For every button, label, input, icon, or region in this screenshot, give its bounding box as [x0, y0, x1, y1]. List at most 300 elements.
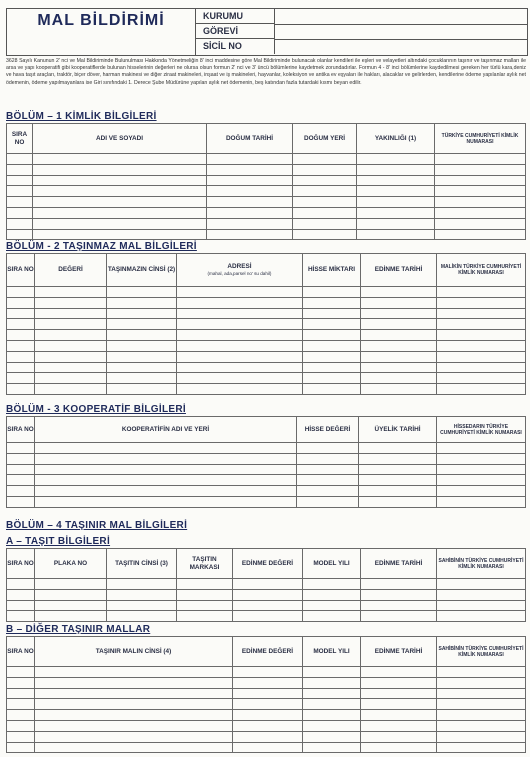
table-row: [7, 197, 526, 208]
table-cell[interactable]: [33, 154, 207, 165]
table-cell[interactable]: [361, 297, 437, 308]
table-cell[interactable]: [177, 373, 303, 384]
table-cell[interactable]: [233, 720, 303, 731]
col-sira-no: SIRA NO: [7, 254, 35, 287]
field-value-kurumu[interactable]: [275, 9, 527, 25]
intro-paragraph: 3628 Sayılı Kanunun 2' nci ve Mal Bildiriminde Bulunulması Hakkında Yönetmeliğin 8' inci maddesine göre Mal Bildiriminde bulunacak olanlar kendileri ile eşleri ve velayetleri altındaki çocuklarının taşınır ve taşınmaz malları ile arsa ve yapı kooperatifi gibi kooperatiflerde bulunan hisselerinin değerleri ne olursa olsun formun 2' nci ve 3' üncü bölümlerine kaydetmek zorundadırlar. Formun 4 - 8' inci bölümlerine kaydedilmesi gereken her türlü kara,deniz ve hava taşıt araçları, traktör, biçer döver, harman makinesi ve diğer ziraat makineleri, inşaat ve iş makineleri, hayvanlar, koleksiyon ve antika ev eşyaları ile hakları, alacaklar ve gelirlerden, kendilerine ödeme yapılanlar aylık net ödemenin, ödeme yapılmayanlara ise Giri sınıfındaki 1. Derece Şube Müdürüne yapılan aylık net ödemenin, beş katından fazla tutardaki kısmı beyan edilir.: [6, 58, 526, 86]
table-cell[interactable]: [303, 720, 361, 731]
table-row: [7, 164, 526, 175]
table-cell[interactable]: [437, 589, 526, 600]
table-cell[interactable]: [35, 496, 297, 507]
table-cell[interactable]: [35, 699, 233, 710]
table-cell[interactable]: [177, 589, 233, 600]
table-cell[interactable]: [357, 154, 435, 165]
table-row: [7, 207, 526, 218]
table-cell[interactable]: [361, 287, 437, 298]
table-cell[interactable]: [437, 611, 526, 622]
table-cell[interactable]: [177, 351, 303, 362]
table-cell[interactable]: [359, 443, 437, 454]
section4-title: BÖLÜM – 4 TAŞINIR MAL BİLGİLERİ: [6, 520, 188, 531]
table-cell[interactable]: [361, 677, 437, 688]
table-cell[interactable]: [361, 688, 437, 699]
table-cell[interactable]: [437, 496, 526, 507]
table-cell[interactable]: [361, 330, 437, 341]
table-cell[interactable]: [437, 362, 526, 373]
table-cell[interactable]: [361, 362, 437, 373]
table-cell[interactable]: [207, 218, 293, 229]
col-model-yili: MODEL YILI: [303, 549, 361, 579]
table-row: [7, 496, 526, 507]
col-sira-no: SIRA NO: [7, 549, 35, 579]
table-cell[interactable]: [233, 667, 303, 678]
section4a-table: [6, 548, 526, 622]
table-cell[interactable]: [35, 362, 107, 373]
col-sira-no: SIRA NO: [7, 637, 35, 667]
table-cell[interactable]: [107, 297, 177, 308]
table-cell[interactable]: [207, 164, 293, 175]
table-cell[interactable]: [33, 229, 207, 240]
table-cell[interactable]: [437, 464, 526, 475]
table-cell[interactable]: [7, 164, 33, 175]
field-label-kurumu: KURUMU: [195, 9, 275, 24]
table-cell[interactable]: [303, 699, 361, 710]
table-cell[interactable]: [435, 197, 526, 208]
table-cell[interactable]: [357, 218, 435, 229]
table-cell[interactable]: [7, 175, 33, 186]
table-cell[interactable]: [35, 351, 107, 362]
table-cell[interactable]: [293, 229, 357, 240]
table-cell[interactable]: [7, 720, 35, 731]
table-cell[interactable]: [357, 164, 435, 175]
table-cell[interactable]: [35, 453, 297, 464]
table-cell[interactable]: [293, 186, 357, 197]
table-cell[interactable]: [35, 579, 107, 590]
table-cell[interactable]: [303, 373, 361, 384]
table-cell[interactable]: [107, 373, 177, 384]
table-cell[interactable]: [107, 362, 177, 373]
table-cell[interactable]: [437, 731, 526, 742]
table-cell[interactable]: [7, 287, 35, 298]
table-cell[interactable]: [437, 699, 526, 710]
table-cell[interactable]: [437, 710, 526, 721]
table-cell[interactable]: [357, 197, 435, 208]
col-sahip-tc-kimlik: SAHİBİNİN TÜRKİYE CUMHURİYETİ KİMLİK NUMARASI: [437, 637, 526, 667]
col-edinme-tarihi: EDİNME TARİHİ: [361, 254, 437, 287]
table-row: [7, 287, 526, 298]
section2-title: BÖLÜM - 2 TAŞINMAZ MAL BİLGİLERİ: [6, 241, 197, 252]
table-cell[interactable]: [7, 443, 35, 454]
table-cell[interactable]: [35, 308, 107, 319]
table-cell[interactable]: [35, 589, 107, 600]
table-cell[interactable]: [293, 154, 357, 165]
col-yakinligi: YAKINLIĞI (1): [357, 124, 435, 154]
table-row: [7, 677, 526, 688]
table-cell[interactable]: [7, 297, 35, 308]
table-cell[interactable]: [293, 164, 357, 175]
table-cell[interactable]: [361, 319, 437, 330]
col-model-yili: MODEL YILI: [303, 637, 361, 667]
table-cell[interactable]: [7, 464, 35, 475]
table-cell[interactable]: [233, 731, 303, 742]
table-cell[interactable]: [35, 330, 107, 341]
table-cell[interactable]: [7, 688, 35, 699]
table-cell[interactable]: [303, 677, 361, 688]
table-cell[interactable]: [303, 308, 361, 319]
table-cell[interactable]: [437, 384, 526, 395]
table-cell[interactable]: [303, 600, 361, 611]
table-cell[interactable]: [107, 287, 177, 298]
table-cell[interactable]: [33, 218, 207, 229]
table-cell[interactable]: [233, 742, 303, 753]
table-cell[interactable]: [297, 453, 359, 464]
table-cell[interactable]: [207, 197, 293, 208]
table-cell[interactable]: [303, 362, 361, 373]
table-cell[interactable]: [437, 330, 526, 341]
table-cell[interactable]: [293, 218, 357, 229]
table-cell[interactable]: [35, 373, 107, 384]
table-cell[interactable]: [437, 579, 526, 590]
section1-table: [6, 123, 526, 240]
table-cell[interactable]: [33, 197, 207, 208]
table-cell[interactable]: [357, 175, 435, 186]
table-cell[interactable]: [177, 297, 303, 308]
table-cell[interactable]: [437, 453, 526, 464]
col-sahip-tc-kimlik: SAHİBİNİN TÜRKİYE CUMHURİYETİ KİMLİK NUMARASI: [437, 549, 526, 579]
table-cell[interactable]: [177, 287, 303, 298]
table-cell[interactable]: [35, 677, 233, 688]
table-cell[interactable]: [437, 351, 526, 362]
table-cell[interactable]: [359, 464, 437, 475]
table-cell[interactable]: [361, 579, 437, 590]
table-cell[interactable]: [437, 688, 526, 699]
table-cell[interactable]: [297, 475, 359, 486]
section1-title: BÖLÜM – 1 KİMLİK BİLGİLERİ: [6, 111, 157, 122]
field-value-sicil-no[interactable]: [275, 39, 527, 54]
table-cell[interactable]: [437, 308, 526, 319]
table-row: [7, 373, 526, 384]
table-cell[interactable]: [361, 308, 437, 319]
table-cell[interactable]: [303, 340, 361, 351]
table-row: [7, 589, 526, 600]
table-cell[interactable]: [35, 464, 297, 475]
table-cell[interactable]: [359, 475, 437, 486]
table-cell[interactable]: [435, 229, 526, 240]
table-cell[interactable]: [7, 362, 35, 373]
table-row: [7, 731, 526, 742]
section1-rows: [7, 154, 526, 240]
col-sira-no: SIRA NO: [7, 124, 33, 154]
table-cell[interactable]: [435, 186, 526, 197]
table-row: [7, 443, 526, 454]
table-cell[interactable]: [107, 308, 177, 319]
table-cell[interactable]: [233, 579, 303, 590]
table-cell[interactable]: [7, 600, 35, 611]
table-row: [7, 297, 526, 308]
table-cell[interactable]: [7, 475, 35, 486]
table-cell[interactable]: [359, 496, 437, 507]
table-cell[interactable]: [359, 486, 437, 497]
table-cell[interactable]: [303, 710, 361, 721]
table-cell[interactable]: [303, 589, 361, 600]
field-label-sicil-no: SİCİL NO: [195, 39, 275, 54]
table-cell[interactable]: [7, 197, 33, 208]
table-cell[interactable]: [297, 486, 359, 497]
table-row: [7, 319, 526, 330]
table-row: [7, 710, 526, 721]
table-cell[interactable]: [35, 667, 233, 678]
table-cell[interactable]: [437, 667, 526, 678]
col-hisse-degeri: HİSSE DEĞERİ: [297, 417, 359, 443]
col-kooperatif-adi: KOOPERATİFİN ADI VE YERİ: [35, 417, 297, 443]
col-hisse-miktari: HİSSE MİKTARI: [303, 254, 361, 287]
table-cell[interactable]: [207, 175, 293, 186]
table-cell[interactable]: [35, 287, 107, 298]
col-sira-no: SIRA NO: [7, 417, 35, 443]
col-uyelik-tarihi: ÜYELİK TARİHİ: [359, 417, 437, 443]
table-cell[interactable]: [177, 579, 233, 590]
table-cell[interactable]: [7, 731, 35, 742]
table-cell[interactable]: [233, 710, 303, 721]
table-row: [7, 229, 526, 240]
table-cell[interactable]: [107, 330, 177, 341]
section3-rows: [7, 443, 526, 508]
table-cell[interactable]: [361, 340, 437, 351]
table-cell[interactable]: [177, 611, 233, 622]
table-cell[interactable]: [297, 443, 359, 454]
table-cell[interactable]: [35, 742, 233, 753]
table-cell[interactable]: [107, 589, 177, 600]
table-cell[interactable]: [303, 667, 361, 678]
table-cell[interactable]: [435, 154, 526, 165]
col-hissedar-tc-kimlik: HİSSEDARIN TÜRKİYE CUMHURİYETİ KİMLİK NUMARASI: [437, 417, 526, 443]
table-cell[interactable]: [177, 340, 303, 351]
table-cell[interactable]: [437, 742, 526, 753]
table-cell[interactable]: [437, 486, 526, 497]
table-cell[interactable]: [303, 297, 361, 308]
table-cell[interactable]: [361, 720, 437, 731]
table-cell[interactable]: [7, 742, 35, 753]
table-cell[interactable]: [303, 351, 361, 362]
table-cell[interactable]: [107, 340, 177, 351]
table-cell[interactable]: [107, 579, 177, 590]
table-cell[interactable]: [7, 677, 35, 688]
table-cell[interactable]: [35, 710, 233, 721]
section4a-rows: [7, 579, 526, 622]
table-cell[interactable]: [7, 229, 33, 240]
table-cell[interactable]: [207, 154, 293, 165]
col-edinme-tarihi: EDİNME TARİHİ: [361, 637, 437, 667]
table-cell[interactable]: [303, 319, 361, 330]
table-cell[interactable]: [297, 464, 359, 475]
table-cell[interactable]: [435, 207, 526, 218]
table-row: [7, 453, 526, 464]
table-cell[interactable]: [107, 600, 177, 611]
table-cell[interactable]: [435, 218, 526, 229]
table-cell[interactable]: [35, 486, 297, 497]
table-cell[interactable]: [7, 207, 33, 218]
table-cell[interactable]: [361, 373, 437, 384]
table-cell[interactable]: [207, 207, 293, 218]
table-cell[interactable]: [437, 443, 526, 454]
table-cell[interactable]: [107, 611, 177, 622]
table-cell[interactable]: [7, 579, 35, 590]
table-row: [7, 351, 526, 362]
table-cell[interactable]: [437, 297, 526, 308]
table-cell[interactable]: [361, 600, 437, 611]
table-cell[interactable]: [7, 496, 35, 507]
table-cell[interactable]: [177, 600, 233, 611]
table-cell[interactable]: [33, 186, 207, 197]
table-cell[interactable]: [35, 340, 107, 351]
table-cell[interactable]: [7, 611, 35, 622]
table-cell[interactable]: [361, 731, 437, 742]
col-tasit-cinsi: TAŞITIN CİNSİ (3): [107, 549, 177, 579]
table-cell[interactable]: [361, 589, 437, 600]
table-cell[interactable]: [293, 197, 357, 208]
table-row: [7, 486, 526, 497]
table-cell[interactable]: [361, 742, 437, 753]
table-cell[interactable]: [107, 384, 177, 395]
col-adresi: [177, 254, 303, 287]
table-cell[interactable]: [7, 486, 35, 497]
col-tasinir-cinsi: TAŞINIR MALIN CİNSİ (4): [35, 637, 233, 667]
table-cell[interactable]: [233, 589, 303, 600]
table-cell[interactable]: [35, 731, 233, 742]
table-row: [7, 688, 526, 699]
table-cell[interactable]: [177, 384, 303, 395]
table-cell[interactable]: [303, 287, 361, 298]
table-row: [7, 464, 526, 475]
table-cell[interactable]: [33, 164, 207, 175]
table-cell[interactable]: [437, 373, 526, 384]
table-cell[interactable]: [35, 384, 107, 395]
table-cell[interactable]: [33, 207, 207, 218]
table-cell[interactable]: [7, 340, 35, 351]
table-cell[interactable]: [361, 351, 437, 362]
table-cell[interactable]: [233, 688, 303, 699]
table-cell[interactable]: [357, 207, 435, 218]
table-cell[interactable]: [7, 154, 33, 165]
table-cell[interactable]: [35, 611, 107, 622]
section3-table: [6, 416, 526, 508]
table-cell[interactable]: [7, 667, 35, 678]
table-cell[interactable]: [361, 699, 437, 710]
table-cell[interactable]: [233, 600, 303, 611]
field-value-gorevi[interactable]: [275, 24, 527, 40]
table-cell[interactable]: [435, 175, 526, 186]
table-cell[interactable]: [107, 319, 177, 330]
table-cell[interactable]: [233, 677, 303, 688]
table-cell[interactable]: [361, 667, 437, 678]
table-cell[interactable]: [7, 308, 35, 319]
table-row: [7, 330, 526, 341]
table-row: [7, 579, 526, 590]
table-cell[interactable]: [7, 186, 33, 197]
table-cell[interactable]: [233, 699, 303, 710]
table-row: [7, 742, 526, 753]
section4b-rows: [7, 667, 526, 753]
table-cell[interactable]: [303, 384, 361, 395]
table-cell[interactable]: [7, 453, 35, 464]
table-cell[interactable]: [361, 611, 437, 622]
table-cell[interactable]: [107, 351, 177, 362]
table-cell[interactable]: [33, 175, 207, 186]
table-cell[interactable]: [303, 579, 361, 590]
table-cell[interactable]: [297, 496, 359, 507]
table-cell[interactable]: [437, 287, 526, 298]
table-cell[interactable]: [303, 330, 361, 341]
col-malik-tc-kimlik: MALİKİN TÜRKİYE CUMHURİYETİ KİMLİK NUMARASI: [437, 254, 526, 287]
table-cell[interactable]: [35, 600, 107, 611]
table-cell[interactable]: [7, 384, 35, 395]
col-adi-soyadi: ADI VE SOYADI: [33, 124, 207, 154]
table-cell[interactable]: [7, 710, 35, 721]
table-cell[interactable]: [35, 319, 107, 330]
table-cell[interactable]: [7, 351, 35, 362]
table-cell[interactable]: [435, 164, 526, 175]
table-cell[interactable]: [177, 330, 303, 341]
table-cell[interactable]: [7, 319, 35, 330]
table-cell[interactable]: [437, 340, 526, 351]
table-cell[interactable]: [35, 443, 297, 454]
table-cell[interactable]: [359, 453, 437, 464]
table-cell[interactable]: [303, 688, 361, 699]
table-cell[interactable]: [35, 688, 233, 699]
table-cell[interactable]: [437, 720, 526, 731]
table-cell[interactable]: [361, 710, 437, 721]
table-cell[interactable]: [437, 600, 526, 611]
table-cell[interactable]: [7, 373, 35, 384]
table-cell[interactable]: [293, 175, 357, 186]
table-row: [7, 308, 526, 319]
table-row: [7, 175, 526, 186]
table-cell[interactable]: [177, 319, 303, 330]
table-cell[interactable]: [303, 731, 361, 742]
col-dogum-yeri: DOĞUM YERİ: [293, 124, 357, 154]
table-cell[interactable]: [207, 186, 293, 197]
table-cell[interactable]: [303, 611, 361, 622]
col-tc-kimlik: TÜRKİYE CUMHURİYETİ KİMLİK NUMARASI: [435, 124, 526, 154]
table-cell[interactable]: [437, 677, 526, 688]
table-cell[interactable]: [177, 362, 303, 373]
col-adresi-note: (mahal, ada,parsel no' su dahil): [207, 271, 272, 276]
table-cell[interactable]: [7, 589, 35, 600]
table-cell[interactable]: [361, 384, 437, 395]
table-cell[interactable]: [7, 699, 35, 710]
table-cell[interactable]: [35, 475, 297, 486]
table-cell[interactable]: [177, 308, 303, 319]
table-cell[interactable]: [293, 207, 357, 218]
table-cell[interactable]: [7, 330, 35, 341]
table-cell[interactable]: [437, 319, 526, 330]
table-cell[interactable]: [35, 720, 233, 731]
table-row: [7, 699, 526, 710]
col-tasinmaz-cinsi: TAŞINMAZIN CİNSİ (2): [107, 254, 177, 287]
table-cell[interactable]: [207, 229, 293, 240]
table-cell[interactable]: [7, 218, 33, 229]
col-edinme-tarihi: EDİNME TARİHİ: [361, 549, 437, 579]
table-row: [7, 218, 526, 229]
table-cell[interactable]: [357, 229, 435, 240]
table-cell[interactable]: [303, 742, 361, 753]
table-cell[interactable]: [233, 611, 303, 622]
table-row: [7, 611, 526, 622]
header-block: [6, 8, 528, 56]
table-cell[interactable]: [35, 297, 107, 308]
table-cell[interactable]: [437, 475, 526, 486]
col-adresi-label: ADRESİ: [227, 262, 252, 270]
table-cell[interactable]: [357, 186, 435, 197]
